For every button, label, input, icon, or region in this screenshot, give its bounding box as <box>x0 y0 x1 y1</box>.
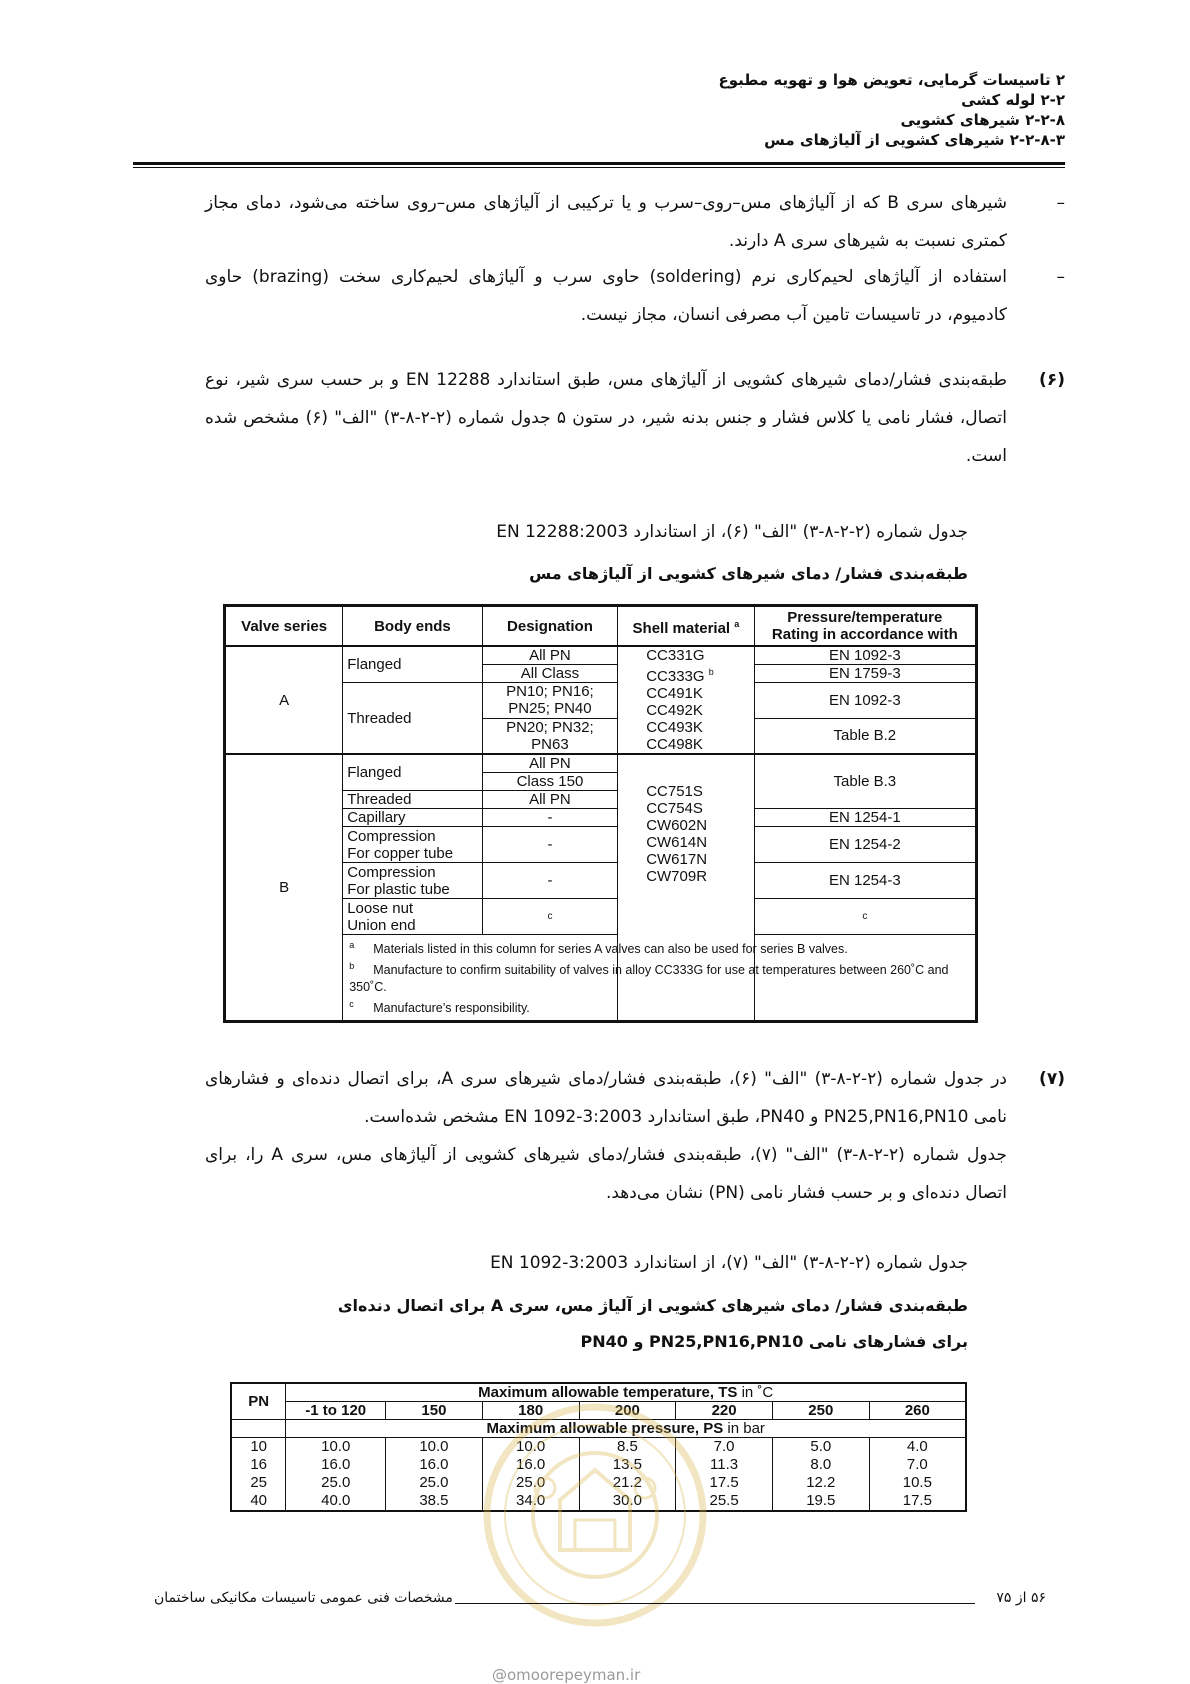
footer-page-number: ۵۶ از ۷۵ <box>996 1590 1046 1606</box>
rating-cell: EN 1254-3 <box>754 863 976 899</box>
paragraph-number: (۷) <box>1039 1069 1065 1089</box>
body-end-capillary: Capillary <box>343 809 482 827</box>
header-rule-thin <box>133 167 1065 168</box>
body-end-compression-copper: Compression For copper tube <box>343 827 482 863</box>
header-max-temperature: Maximum allowable temperature, TS in ˚C <box>286 1383 966 1402</box>
header-pn: PN <box>231 1383 286 1420</box>
bullet-dash: – <box>1056 267 1065 287</box>
header-rule-thick <box>133 162 1065 165</box>
rating-cell: EN 1254-2 <box>754 827 976 863</box>
body-end-compression-plastic: Compression For plastic tube <box>343 863 482 899</box>
footnote: b Manufacture to confirm suitability of valves in alloy CC333G for use at temperatures between 260˚C and 350˚C. <box>349 961 949 995</box>
header-rating: Pressure/temperature Rating in accordance with <box>754 606 976 647</box>
paragraph-7 <box>205 1060 1065 1212</box>
temp-header: 200 <box>579 1402 676 1420</box>
header-max-pressure: Maximum allowable pressure, PS in bar <box>286 1420 966 1438</box>
value-column: 10.0 16.0 25.0 34.0 <box>482 1438 579 1512</box>
bullet-text: شیرهای سری B که از آلیاژهای مس–روی–سرب و یا ترکیبی از آلیاژهای مس–روی ساخته می‌شود، دمای مجاز کمتری نسبت به شیرهای سری A دارند. <box>205 193 1008 251</box>
rating-cell: c <box>754 899 976 935</box>
value-column: 10.0 16.0 25.0 38.5 <box>386 1438 483 1512</box>
header-section: ۲-۲ لوله کشی <box>961 91 1065 109</box>
footer-website: @omoorepeyman.ir <box>492 1666 641 1684</box>
header-body-ends: Body ends <box>343 606 482 647</box>
designation-cell: - <box>482 809 618 827</box>
designation-cell: All PN <box>482 646 618 665</box>
rating-cell: EN 1254-1 <box>754 809 976 827</box>
bullet-text: استفاده از آلیاژهای لحیم‌کاری نرم (soldering) حاوی سرب و آلیاژهای لحیم‌کاری سخت (brazing) حاوی کادمیوم، در تاسیسات تامین آب مصرفی انسان، مجاز نیست. <box>205 267 1007 325</box>
footnote: a Materials listed in this column for series A valves can also be used for series B valves. <box>349 940 848 957</box>
table2-caption: جدول شماره (۲-۲-۸-۳) "الف" (۷)، از استاندارد EN 1092-3:2003 <box>490 1253 968 1273</box>
designation-cell: Class 150 <box>482 773 618 791</box>
footer-rule <box>455 1603 975 1604</box>
table2-title-line2: برای فشارهای نامی PN25,PN16,PN10 و PN40 <box>580 1332 968 1351</box>
value-column: 8.5 13.5 21.2 30.0 <box>579 1438 676 1512</box>
designation-cell: - <box>482 863 618 899</box>
footnote: c Manufacture’s responsibility. <box>349 999 530 1016</box>
valve-rating-table <box>223 604 978 1023</box>
shell-material-a: CC331G CC333G $^b$ CC491K CC492K CC493K CC498K <box>618 646 754 754</box>
bullet-item <box>205 258 1065 334</box>
header-valve-series: Valve series <box>225 606 343 647</box>
designation-cell: - <box>482 827 618 863</box>
body-end-threaded: Threaded <box>343 683 482 755</box>
table2-title: طبقه‌بندی فشار/ دمای شیرهای کشویی از آلیاژ مس، سری A برای اتصال دنده‌ای <box>337 1296 968 1315</box>
body-end-loose-nut: Loose nut Union end <box>343 899 482 935</box>
designation-cell: All PN <box>482 754 618 773</box>
header-chapter: ۲ تاسیسات گرمایی، تعویض هوا و تهویه مطبوع <box>718 71 1065 89</box>
body-end-threaded: Threaded <box>343 791 482 809</box>
rating-cell: Table B.3 <box>754 754 976 809</box>
temp-header: 260 <box>869 1402 966 1420</box>
body-end-flanged: Flanged <box>343 646 482 683</box>
designation-cell: c <box>482 899 618 935</box>
designation-cell: All Class <box>482 665 618 683</box>
temp-header: 150 <box>386 1402 483 1420</box>
series-b-label: B <box>225 754 343 1022</box>
value-column: 4.0 7.0 10.5 17.5 <box>869 1438 966 1512</box>
temp-header: 250 <box>772 1402 869 1420</box>
table1-caption: جدول شماره (۲-۲-۸-۳) "الف" (۶)، از استاندارد EN 12288:2003 <box>496 522 968 542</box>
designation-cell: PN10; PN16; PN25; PN40 <box>482 683 618 719</box>
body-end-flanged: Flanged <box>343 754 482 791</box>
designation-cell: All PN <box>482 791 618 809</box>
shell-material-b: CC751S CC754S CW602N CW614N CW617N CW709R <box>618 754 754 1022</box>
footer-document-title: مشخصات فنی عمومی تاسیسات مکانیکی ساختمان <box>154 1590 453 1606</box>
rating-cell: EN 1092-3 <box>754 646 976 665</box>
value-column: 10.0 16.0 25.0 40.0 <box>286 1438 386 1512</box>
table-row <box>231 1438 966 1512</box>
rating-cell: EN 1092-3 <box>754 683 976 719</box>
header-subsubsection: ۲-۲-۸-۳ شیرهای کشویی از آلیاژهای مس <box>764 131 1065 149</box>
temp-header: -1 to 120 <box>286 1402 386 1420</box>
rating-cell: EN 1759-3 <box>754 665 976 683</box>
pn-cell: 10 16 25 40 <box>231 1438 286 1512</box>
value-column: 5.0 8.0 12.2 19.5 <box>772 1438 869 1512</box>
table1-title: طبقه‌بندی فشار/ دمای شیرهای کشویی از آلیاژهای مس <box>529 564 968 583</box>
paragraph-text: طبقه‌بندی فشار/دمای شیرهای کشویی از آلیاژهای مس، طبق استاندارد EN 12288 و بر حسب سری شیر، نوع اتصال، فشار نامی یا کلاس فشار و جنس بدنه شیر، در ستون ۵ جدول شماره (۲-۲-۸-۳) "الف" (۶) مشخص شده است. <box>205 370 1007 466</box>
designation-cell: PN20; PN32; PN63 <box>482 718 618 754</box>
rating-cell: Table B.2 <box>754 718 976 754</box>
temp-header: 180 <box>482 1402 579 1420</box>
value-column: 7.0 11.3 17.5 25.5 <box>676 1438 773 1512</box>
paragraph-6 <box>205 361 1065 475</box>
paragraph-number: (۶) <box>1039 370 1065 390</box>
series-a-label: A <box>225 646 343 754</box>
table-footnotes <box>343 935 977 1022</box>
temp-header: 220 <box>676 1402 773 1420</box>
paragraph-text: جدول شماره (۲-۲-۸-۳) "الف" (۷)، طبقه‌بندی فشار/دمای شیرهای کشویی از آلیاژهای مس، سری A را، برای اتصال دنده‌ای و بر حسب فشار نامی (PN) نشان می‌دهد. <box>205 1145 1007 1203</box>
pressure-temperature-table <box>230 1382 967 1512</box>
header-designation: Designation <box>482 606 618 647</box>
bullet-item <box>205 184 1065 260</box>
bullet-dash: – <box>1056 193 1065 213</box>
paragraph-text: در جدول شماره (۲-۲-۸-۳) "الف" (۶)، طبقه‌بندی فشار/دمای شیرهای سری A، برای اتصال دنده‌ای و فشارهای نامی PN25,PN16,PN10 و PN40، طبق استاندارد EN 1092-3:2003 مشخص شده‌است. <box>205 1069 1007 1127</box>
header-subsection: ۲-۲-۸ شیرهای کشویی <box>900 111 1065 129</box>
section-header <box>365 70 1065 150</box>
header-shell-material: Shell material $^a$ <box>618 606 754 647</box>
